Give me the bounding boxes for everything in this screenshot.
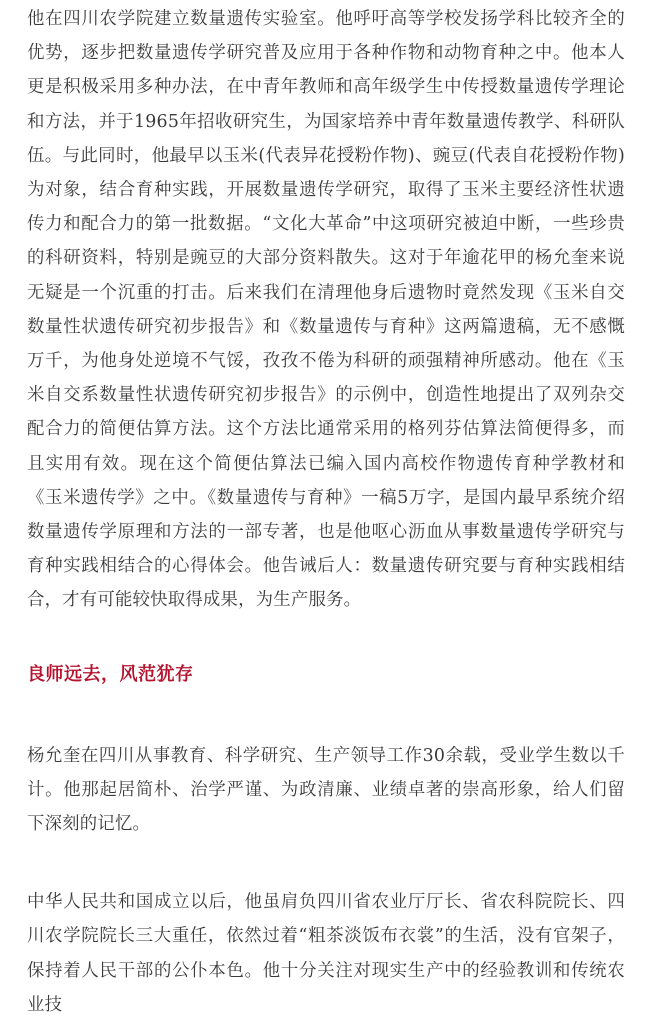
paragraph-career-summary: 杨允奎在四川从事教育、科学研究、生产领导工作30余载，受业学生数以千计。他那起居简朴、治学严谨、为政清廉、业绩卓著的崇高形象，给人们留下深刻的记忆。 <box>27 745 625 835</box>
section-heading: 良师远去，风范犹存 <box>27 663 194 685</box>
paragraph-genetics-research: 他在四川农学院建立数量遗传实验室。他呼吁高等学校发扬学科比较齐全的优势，逐步把数量遗传学研究普及应用于各种作物和动物育种之中。他本人更是积极采用多种办法，在中青年教师和高年级学生中传授数量遗传学理论和方法，并于1965年招收研究生，为国家培养中青年数量遗传教学、科研队伍。与此同时，他最早以玉米(代表异花授粉作物)、豌豆(代表自花授粉作物)为对象，结合育种实践，开展数量遗传学研究，取得了玉米主要经济性状遗传力和配合力的第一批数据。“文化大革命”中这项研究被迫中断，一些珍贵的科研资料，特别是豌豆的大部分资料散失。这对于年逾花甲的杨允奎来说无疑是一个沉重的打击。后来我们在清理他身后遗物时竟然发现《玉米自交数量性状遗传研究初步报告》和《数量遗传与育种》这两篇遗稿，无不感慨万千，为他身处逆境不气馁，孜孜不倦为科研的顽强精神所感动。他在《玉米自交系数量性状遗传研究初步报告》的示例中，创造性地提出了双列杂交配合力的简便估算方法。这个方法比通常采用的格列芬估算法简便得多，而且实用有效。现在这个简便估算法已编入国内高校作物遗传育种学教材和《玉米遗传学》之中。《数量遗传与育种》一稿5万字，是国内最早系统介绍数量遗传学原理和方法的一部专著，也是他呕心沥血从事数量遗传学研究与育种实践相结合的心得体会。他告诫后人：数量遗传研究要与育种实践相结合，才有可能较快取得成果，为生产服务。 <box>27 9 625 611</box>
article-body <box>27 0 625 1022</box>
paragraph-after-founding: 中华人民共和国成立以后，他虽肩负四川省农业厅厅长、省农科院院长、四川农学院院长三大重任，依然过着“粗茶淡饭布衣裳”的生活，没有官架子，保持着人民干部的公仆本色。他十分关注对现实生产中的经验教训和传统农业技 <box>27 892 625 1015</box>
